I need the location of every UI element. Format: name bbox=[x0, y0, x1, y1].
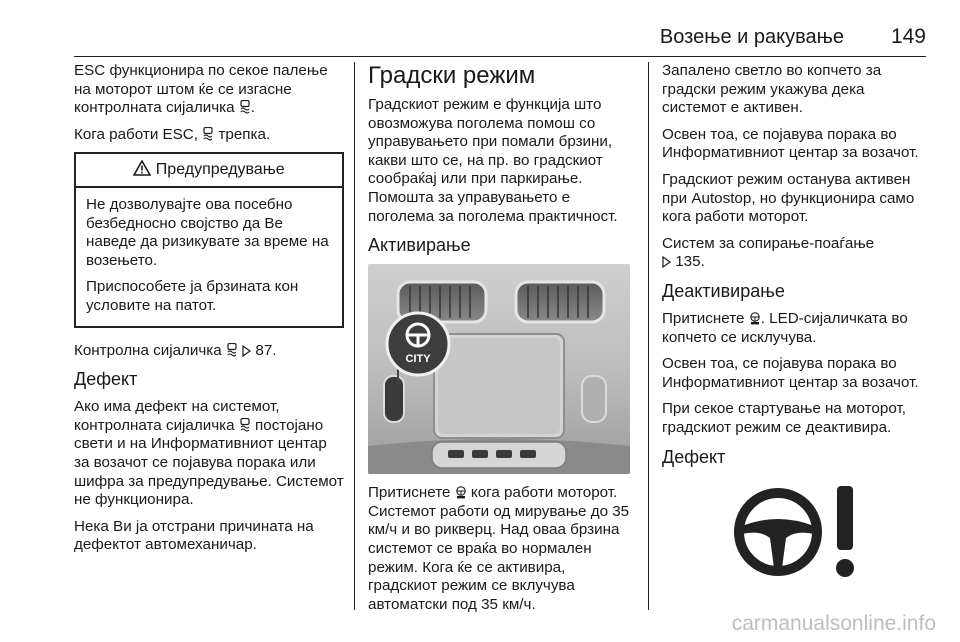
paragraph: Градскиот режим останува активен при Autostop, но функционира само кога работи моторот. bbox=[662, 170, 915, 226]
paragraph: Кога работи ESC, трепка. bbox=[74, 125, 271, 143]
esc-skid-icon bbox=[226, 343, 238, 357]
paragraph: Систем за сопирање-поаѓање 135. bbox=[662, 234, 875, 271]
page-reference-icon bbox=[242, 345, 251, 357]
warning-text: Приспособете ја брзината кон условите на патот. bbox=[86, 278, 299, 314]
paragraph: Контролна сијаличка 87. bbox=[74, 341, 277, 359]
running-title: Возење и ракување bbox=[659, 26, 844, 48]
paragraph: Притиснете . LED-сијаличката во копчето се исклучува. bbox=[662, 309, 908, 346]
section-heading-defect: Дефект bbox=[662, 446, 726, 467]
watermark: carmanualsonline.info bbox=[731, 612, 936, 635]
paragraph: При секое стартување на моторот, градскиот режим се деактивира. bbox=[662, 400, 906, 436]
section-heading-defect: Дефект bbox=[74, 369, 138, 390]
warning-triangle-icon bbox=[133, 160, 151, 176]
warning-text: Не дозволувајте ова посебно безбедносно својство да Ве наведе да ризикувате за време на возењето. bbox=[86, 195, 329, 269]
paragraph: Нека Ви ја отстрани причината на дефектот автомеханичар. bbox=[74, 517, 314, 554]
column-divider bbox=[354, 62, 355, 610]
paragraph: ESC функционира по секое палење на моторот штом ќе се изгасне контролната сијаличка . bbox=[74, 62, 328, 117]
warning-header bbox=[76, 154, 342, 188]
paragraph: Освен тоа, се појавува порака во Информативниот центар за возачот. bbox=[662, 125, 919, 162]
page-number: 149 bbox=[890, 25, 926, 48]
esc-skid-icon bbox=[202, 127, 214, 141]
paragraph: Ако има дефект на системот, контролната сијаличка постојано свети и на Информативниот центар за возачот се појавува порака или шифра за предупредување. Системот не функционира. bbox=[74, 398, 344, 509]
city-steering-icon bbox=[749, 312, 761, 325]
column-divider bbox=[648, 62, 649, 610]
city-label: CITY bbox=[405, 353, 431, 366]
city-steering-icon bbox=[455, 486, 467, 499]
page-reference-icon bbox=[662, 256, 671, 268]
section-heading-deactivation: Деактивирање bbox=[662, 280, 785, 301]
column-right bbox=[662, 62, 926, 588]
paragraph: Запалено светло во копчето за градски режим укажува дека системот е активен. bbox=[662, 62, 882, 117]
steering-fault-icon bbox=[712, 482, 908, 588]
section-title-city-mode: Градски режим bbox=[368, 62, 536, 89]
city-button-callout bbox=[387, 313, 449, 375]
column-left bbox=[74, 62, 344, 563]
page-header bbox=[74, 22, 926, 57]
paragraph: Освен тоа, се појавува порака во Информативниот центар за возачот. bbox=[662, 355, 919, 391]
esc-skid-icon bbox=[239, 418, 251, 432]
column-middle bbox=[368, 62, 636, 622]
warning-title: Предупредување bbox=[155, 161, 285, 179]
paragraph: Притиснете кога работи моторот. Системот работи од мирување до 35 км/ч и во рикверц. Над оваа брзина системот се враќа во нормален режим. Кога ќе се активира, градскиот режим се вклучува автоматски под 35 км/ч. bbox=[368, 484, 630, 613]
air-vent bbox=[516, 282, 604, 322]
paragraph: Градскиот режим е функција што овозможува поголема помош со управувањето при помали брзини, какви што се, на пр. во градскиот сообраќај или при паркирање. Помошта за управувањето е поголема за поголема практичност. bbox=[368, 96, 618, 225]
dashboard-photo bbox=[368, 264, 630, 474]
section-heading-activation: Активирање bbox=[368, 235, 471, 256]
esc-skid-icon bbox=[239, 100, 251, 114]
warning-box bbox=[74, 152, 344, 327]
